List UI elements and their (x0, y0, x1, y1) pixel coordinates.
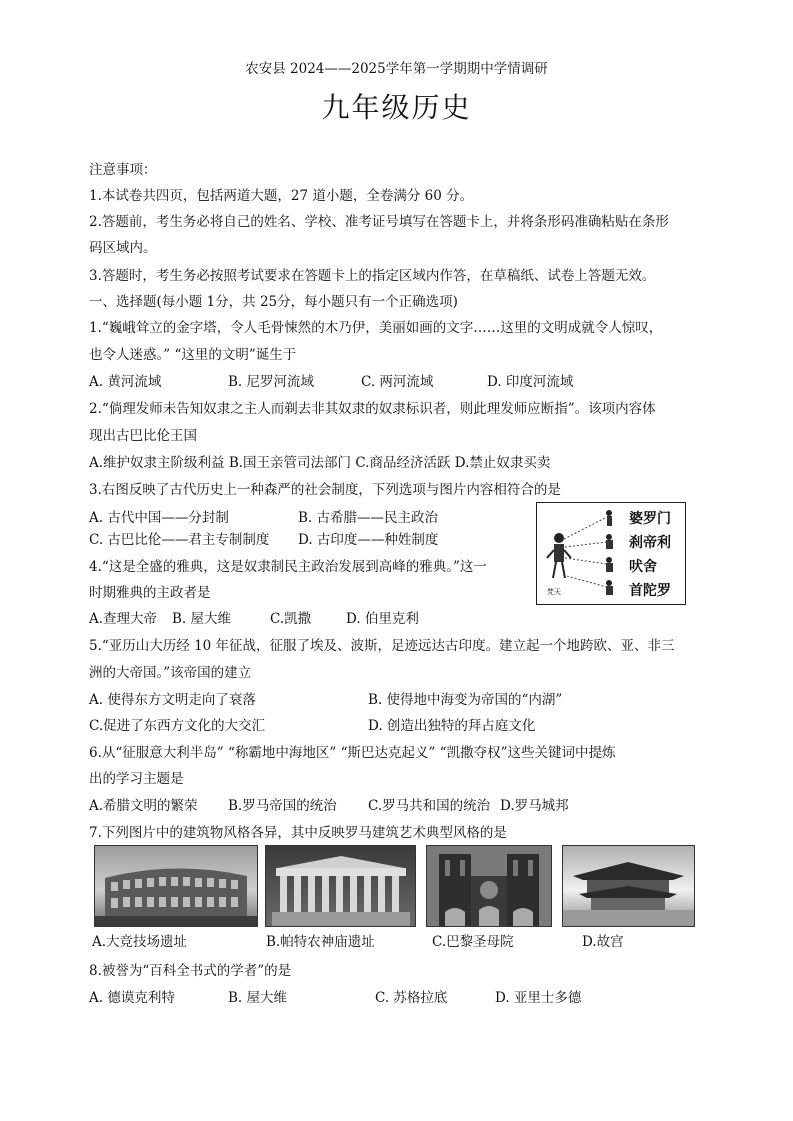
question-5-stem: 5.“亚历山大历经 10 年征战，征服了埃及、波斯，足迹远达古印度。建立起一个地跨欧、亚、非三 (89, 638, 675, 654)
question-8-option-b: B. 屋大维 (228, 990, 288, 1006)
question-4-stem: 4.“这是全盛的雅典，这是奴隶制民主政治发展到高峰的雅典。”这一 (89, 559, 487, 575)
question-7-stem: 7.下列图片中的建筑物风格各异，其中反映罗马建筑艺术典型风格的是 (89, 825, 507, 841)
exam-subtitle: 农安县 2024——2025学年第一学期期中学情调研 (245, 61, 548, 77)
question-5-stem-cont: 洲的大帝国。”该帝国的建立 (89, 665, 252, 681)
question-5-option-c: C.促进了东西方文化的大交汇 (89, 718, 266, 734)
question-5-option-d: D. 创造出独特的拜占庭文化 (368, 718, 536, 734)
caste-brahmin: 婆罗门 (629, 511, 671, 527)
question-6-stem-cont: 出的学习主题是 (89, 771, 184, 787)
question-3-option-a: A. 古代中国——分封制 (89, 510, 229, 526)
question-4-option-d: D. 伯里克利 (346, 611, 419, 627)
caste-vaishya: 吠舍 (629, 559, 657, 575)
question-6-option-c: C.罗马共和国的统治 (368, 798, 491, 814)
question-8-option-d: D. 亚里士多德 (495, 990, 582, 1006)
question-4-option-b: B. 屋大维 (172, 611, 232, 627)
question-6-option-b: B.罗马帝国的统治 (228, 798, 337, 814)
section-heading: 一、选择题(每小题 1分，共 25分，每小题只有一个正确选项) (89, 294, 458, 310)
question-8-option-a: A. 德谟克利特 (89, 990, 175, 1006)
question-8-option-c: C. 苏格拉底 (375, 990, 448, 1006)
note-3: 3.答题时，考生务必按照考试要求在答题卡上的指定区域内作答，在草稿纸、试卷上答题无效。 (89, 268, 656, 284)
photo-caption-c: C.巴黎圣母院 (432, 934, 514, 950)
question-1-option-a: A. 黄河流域 (89, 374, 162, 390)
question-1-stem-cont: 也令人迷惑。” “这里的文明”诞生于 (89, 347, 297, 363)
question-4-option-c: C.凯撒 (270, 611, 312, 627)
note-2a: 2.答题前，考生务必将自己的姓名、学校、准考证号填写在答题卡上，并将条形码准确粘贴在条形 (89, 214, 669, 230)
caste-kshatriya: 刹帝利 (629, 535, 671, 551)
forbidden-city-photo (562, 845, 695, 927)
question-6-stem: 6.从“征服意大利半岛” “称霸地中海地区” “斯巴达克起义” “凯撒夺权”这些关键词中提炼 (89, 745, 616, 761)
question-3-option-c: C. 古巴比伦——君主专制制度 (89, 532, 270, 548)
question-6-option-a: A.希腊文明的繁荣 (89, 798, 198, 814)
question-4-option-a: A.查理大帝 (89, 611, 158, 627)
question-2-stem: 2.“倘理发师未告知奴隶之主人而剃去非其奴隶的奴隶标识者，则此理发师应断指”。该项内容体 (89, 401, 656, 417)
photo-caption-b: B.帕特农神庙遗址 (266, 934, 375, 950)
colosseum-photo (94, 845, 258, 927)
question-5-option-a: A. 使得东方文明走向了衰落 (89, 692, 256, 708)
caste-system-diagram (536, 502, 686, 605)
question-6-option-d: D.罗马城邦 (500, 798, 569, 814)
note-1: 1.本试卷共四页，包括两道大题，27 道小题，全卷满分 60 分。 (89, 188, 474, 204)
question-3-option-d: D. 古印度——种姓制度 (298, 532, 439, 548)
page-title: 九年级历史 (321, 91, 472, 124)
question-1-option-c: C. 两河流域 (361, 374, 434, 390)
photo-caption-a: A.大竞技场遗址 (92, 934, 188, 950)
photo-caption-d: D.故宫 (582, 934, 624, 950)
parthenon-photo (265, 845, 416, 927)
question-3-option-b: B. 古希腊——民主政治 (298, 510, 439, 526)
question-1-stem: 1.“巍峨耸立的金字塔，令人毛骨悚然的木乃伊，美丽如画的文字……这里的文明成就令人惊叹， (89, 320, 663, 336)
notes-heading: 注意事项： (89, 162, 157, 178)
question-5-option-b: B. 使得地中海变为帝国的“内湖” (368, 692, 563, 708)
notre-dame-photo (426, 845, 552, 927)
question-1-option-b: B. 尼罗河流域 (228, 374, 315, 390)
question-3-stem: 3.右图反映了古代历史上一种森严的社会制度，下列选项与图片内容相符合的是 (89, 482, 561, 498)
question-8-stem: 8.被誉为“百科全书式的学者”的是 (89, 963, 292, 979)
caste-shudra: 首陀罗 (629, 583, 671, 599)
note-2b: 码区域内。 (89, 240, 157, 256)
question-2-stem-cont: 现出古巴比伦王国 (89, 428, 197, 444)
question-2-options: A.维护奴隶主阶级利益 B.国王亲管司法部门 C.商品经济活跃 D.禁止奴隶买卖 (89, 455, 551, 471)
question-1-option-d: D. 印度河流域 (487, 374, 574, 390)
question-4-stem-cont: 时期雅典的主政者是 (89, 585, 211, 601)
brahma-label: 梵天 (547, 588, 561, 596)
